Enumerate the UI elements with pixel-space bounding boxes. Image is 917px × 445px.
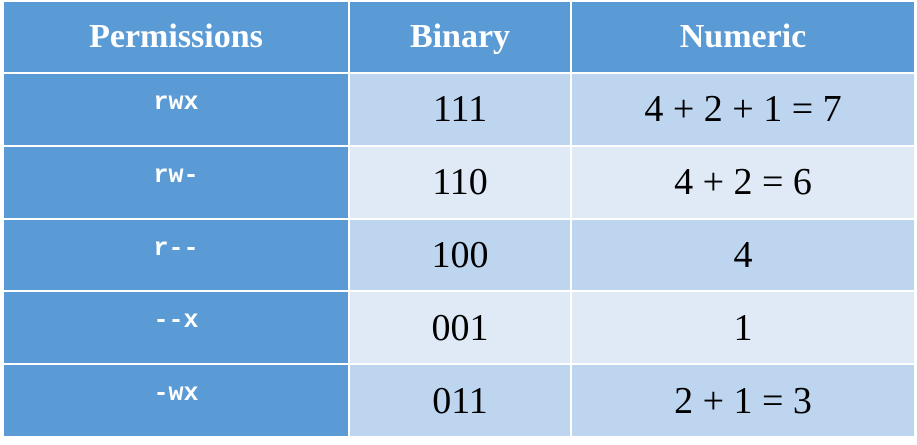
permissions-cell: rw- bbox=[3, 146, 349, 219]
table-row bbox=[3, 364, 915, 437]
numeric-cell: 2 + 1 = 3 bbox=[571, 364, 915, 437]
permissions-cell: -wx bbox=[3, 364, 349, 437]
permissions-cell: --x bbox=[3, 291, 349, 364]
header-numeric: Numeric bbox=[571, 1, 915, 73]
header-row bbox=[3, 1, 915, 73]
numeric-cell: 4 + 2 + 1 = 7 bbox=[571, 73, 915, 146]
binary-cell: 110 bbox=[349, 146, 571, 219]
binary-cell: 011 bbox=[349, 364, 571, 437]
permissions-cell: rwx bbox=[3, 73, 349, 146]
table-row bbox=[3, 73, 915, 146]
table-row bbox=[3, 291, 915, 364]
header-permissions: Permissions bbox=[3, 1, 349, 73]
table-row bbox=[3, 219, 915, 292]
numeric-cell: 1 bbox=[571, 291, 915, 364]
numeric-cell: 4 + 2 = 6 bbox=[571, 146, 915, 219]
header-binary: Binary bbox=[349, 1, 571, 73]
permissions-cell: r-- bbox=[3, 219, 349, 292]
binary-cell: 100 bbox=[349, 219, 571, 292]
table-row bbox=[3, 146, 915, 219]
binary-cell: 001 bbox=[349, 291, 571, 364]
numeric-cell: 4 bbox=[571, 219, 915, 292]
permissions-table bbox=[2, 0, 916, 438]
binary-cell: 111 bbox=[349, 73, 571, 146]
